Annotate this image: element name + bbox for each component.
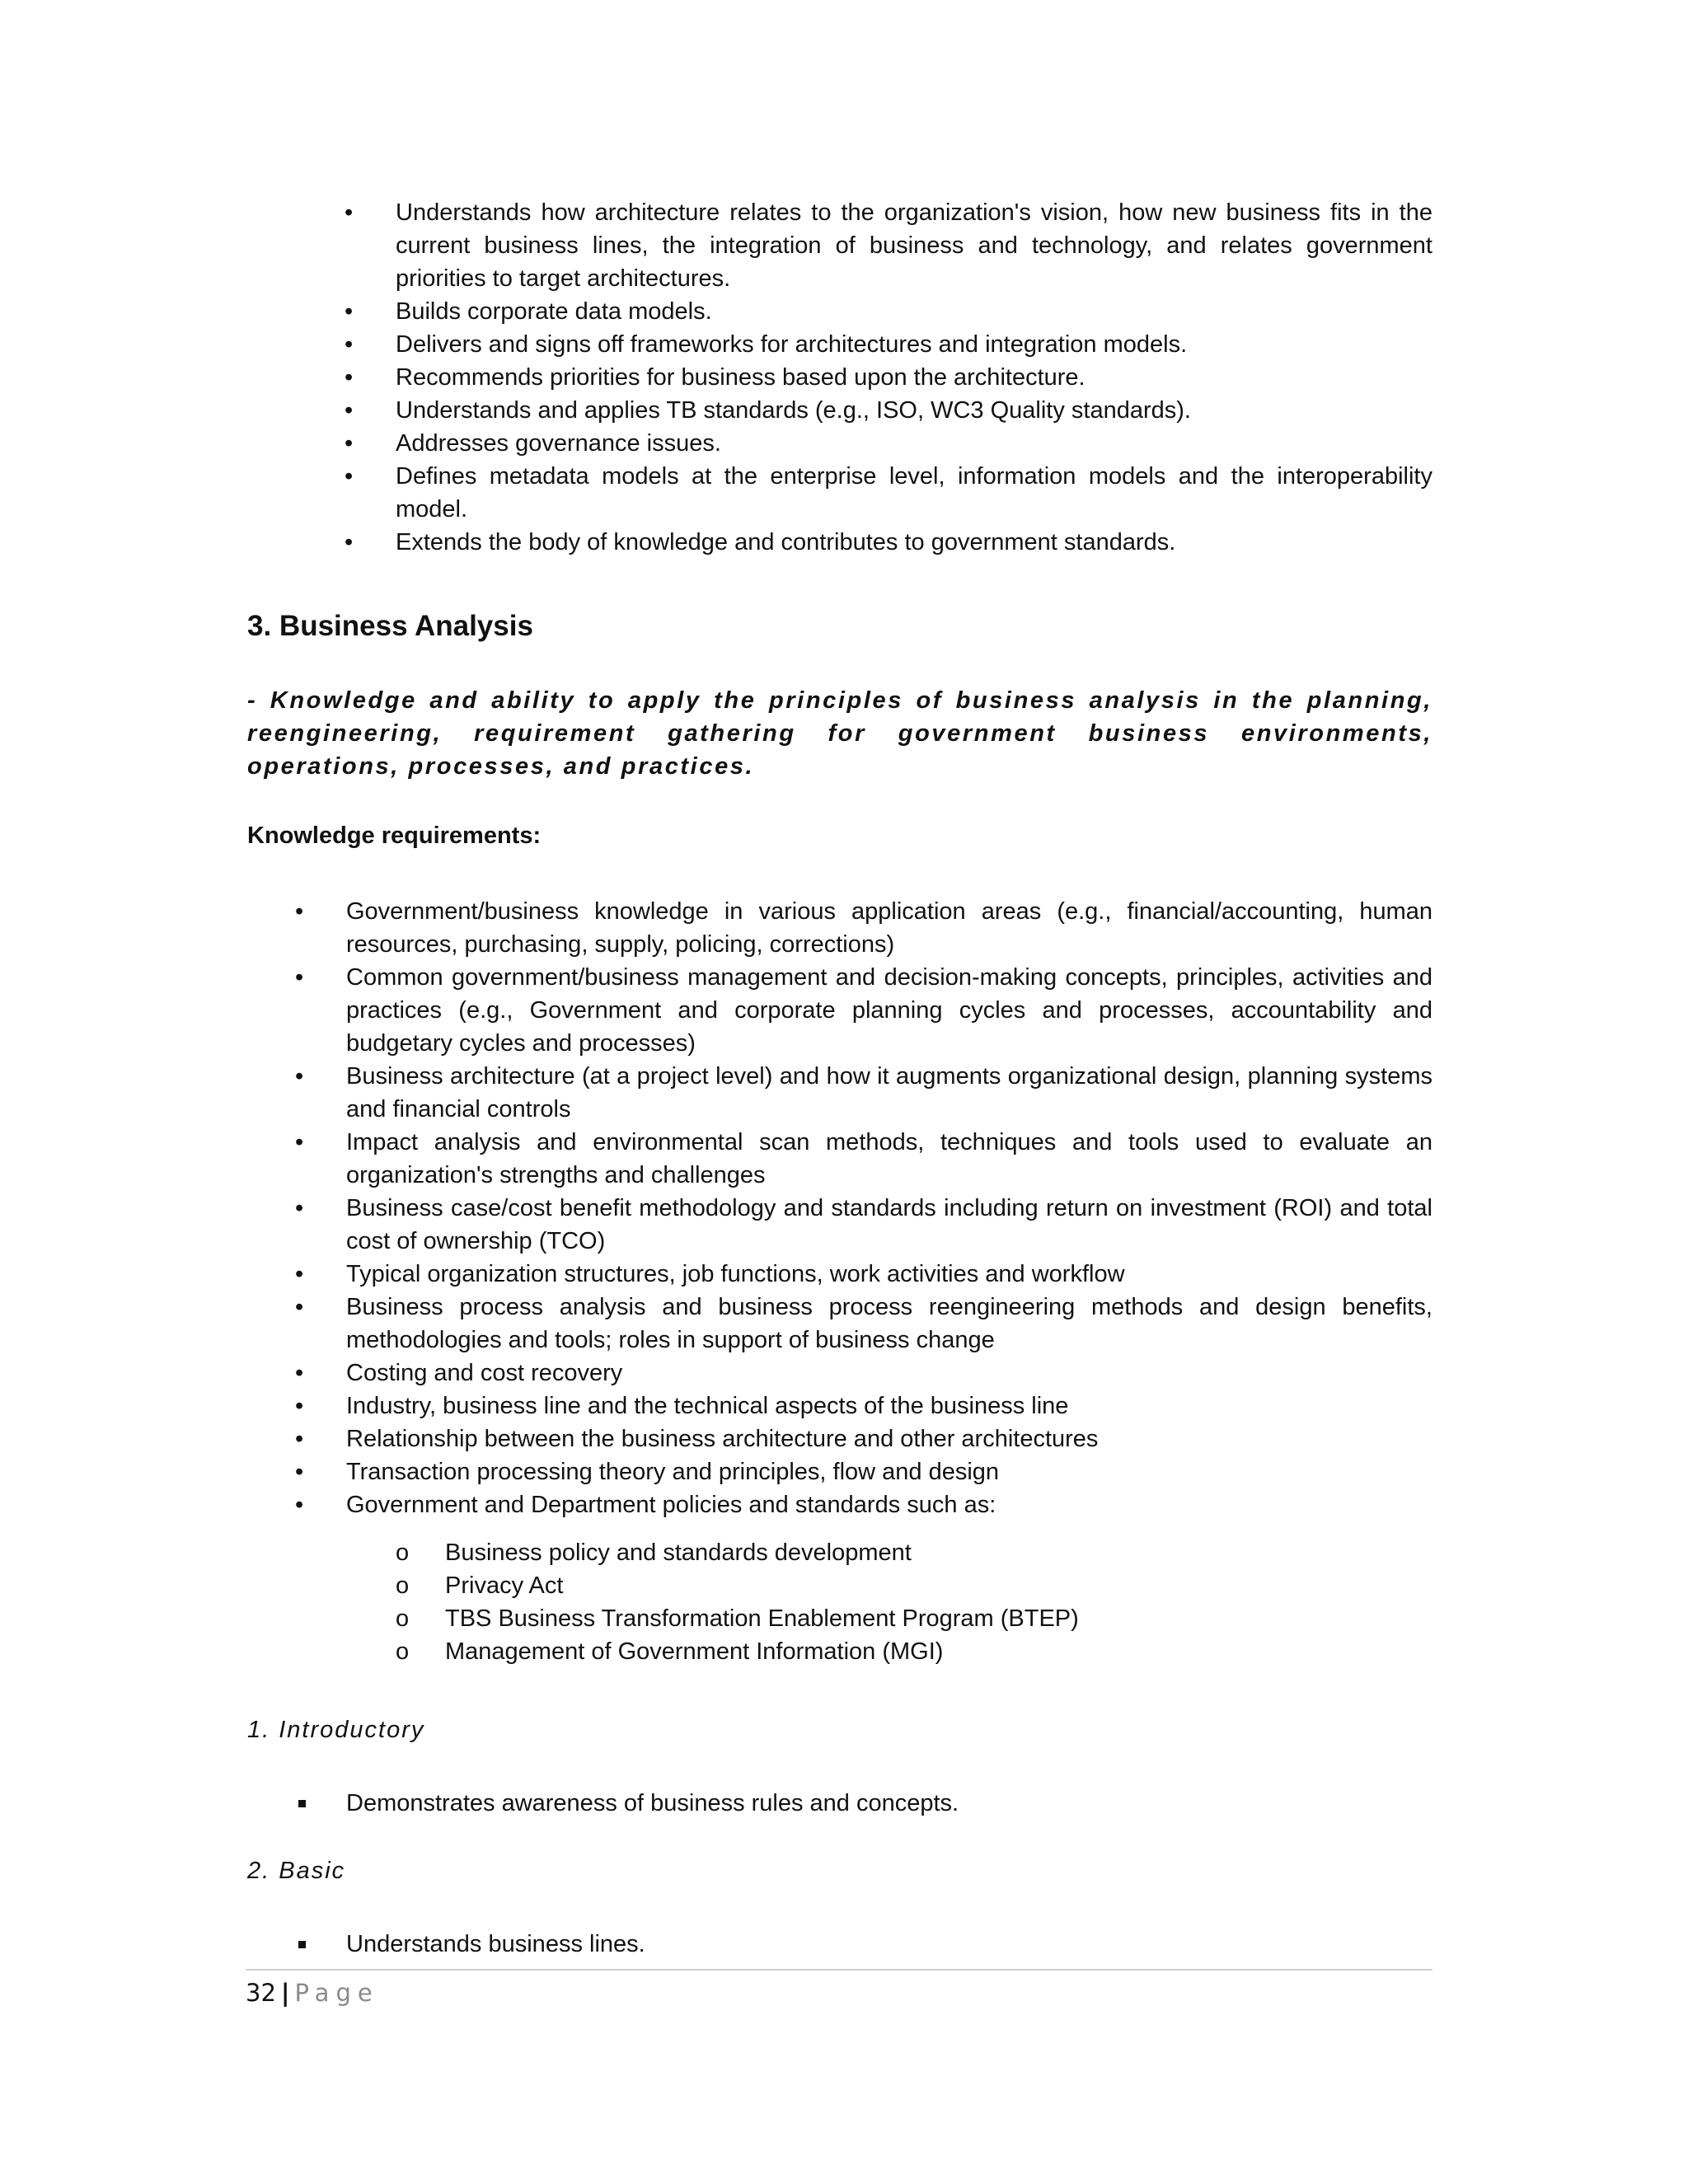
list-item <box>247 1258 1432 1291</box>
square-bullet-icon <box>298 1941 306 1948</box>
policy-sub-list <box>247 1536 1432 1668</box>
list-item <box>247 394 1432 427</box>
list-item <box>247 196 1432 295</box>
list-item-text: Understands how architecture relates to the organization's vision, how new business fits in the current business lines, the integration of business and technology, and relates government priorities to target architectures. <box>396 199 1432 292</box>
page-footer <box>246 1976 379 2009</box>
bullet-marker: • <box>295 1129 304 1155</box>
list-item <box>247 1291 1432 1357</box>
bullet-marker: • <box>295 1492 304 1518</box>
list-item-text: Relationship between the business architecture and other architectures <box>346 1426 1099 1452</box>
knowledge-requirements-heading: Knowledge requirements: <box>247 823 542 849</box>
list-item <box>247 1126 1432 1192</box>
sub-bullet-marker: o <box>396 1638 410 1665</box>
list-item <box>247 1455 1432 1488</box>
list-item-text: Understands and applies TB standards (e.g., ISO, WC3 Quality standards). <box>396 397 1191 424</box>
list-item <box>247 1422 1432 1455</box>
list-item <box>247 1192 1432 1258</box>
bullet-marker: • <box>345 430 354 457</box>
bullet-marker: • <box>345 397 354 424</box>
sub-bullet-marker: o <box>396 1605 410 1632</box>
level-title-basic: 2. Basic <box>247 1858 346 1884</box>
bullet-marker: • <box>295 1261 304 1287</box>
bullet-marker: • <box>345 463 354 490</box>
sub-list-item-text: Privacy Act <box>445 1572 564 1599</box>
list-item-text: Impact analysis and environmental scan methods, techniques and tools used to evaluate an organization's strengths and challenges <box>346 1129 1432 1188</box>
list-item-text: Defines metadata models at the enterprise level, information models and the interoperability model. <box>396 463 1432 523</box>
list-item <box>247 460 1432 526</box>
list-item <box>247 961 1432 1060</box>
bullet-marker: • <box>345 199 354 226</box>
level-item-text: Understands business lines. <box>346 1931 645 1957</box>
list-item-text: Delivers and signs off frameworks for architectures and integration models. <box>396 331 1188 358</box>
bullet-marker: • <box>345 529 354 555</box>
bullet-marker: • <box>295 898 304 925</box>
list-item-text: Business case/cost benefit methodology and standards including return on investment (ROI) and total cost of ownership (TCO) <box>346 1195 1432 1254</box>
list-item-text: Government and Department policies and standards such as: <box>346 1492 996 1518</box>
architecture-bullet-list <box>247 196 1432 559</box>
list-item-text: Addresses governance issues. <box>396 430 721 457</box>
square-bullet-icon <box>298 1800 306 1807</box>
list-item-text: Costing and cost recovery <box>346 1360 623 1386</box>
sub-list-item <box>247 1635 1432 1668</box>
sub-list-item <box>247 1536 1432 1569</box>
list-item <box>247 361 1432 394</box>
list-item-text: Business process analysis and business process reengineering methods and design benefits, methodologies and tools; roles in support of business change <box>346 1294 1432 1353</box>
bullet-marker: • <box>345 364 354 391</box>
list-item <box>247 526 1432 559</box>
footer-divider <box>246 1969 1432 1971</box>
footer-separator: | <box>280 1979 290 2007</box>
bullet-marker: • <box>345 298 354 325</box>
list-item <box>247 1488 1432 1521</box>
list-item <box>247 895 1432 961</box>
bullet-marker: • <box>295 1063 304 1090</box>
list-item <box>247 427 1432 460</box>
section-heading: 3. Business Analysis <box>247 610 533 642</box>
list-item-text: Recommends priorities for business based upon the architecture. <box>396 364 1085 391</box>
bullet-marker: • <box>295 1195 304 1221</box>
list-item <box>247 1060 1432 1126</box>
list-item-text: Transaction processing theory and principles, flow and design <box>346 1459 1000 1485</box>
bullet-marker: • <box>295 964 304 991</box>
sub-list-item-text: Business policy and standards development <box>445 1540 912 1566</box>
page-label: Page <box>294 1979 379 2007</box>
level-title-introductory: 1. Introductory <box>247 1717 425 1743</box>
list-item-text: Builds corporate data models. <box>396 298 712 325</box>
list-item-text: Government/business knowledge in various application areas (e.g., financial/accounting, human resources, purchasing, supply, policing, corrections) <box>346 898 1432 958</box>
list-item-text: Extends the body of knowledge and contributes to government standards. <box>396 529 1176 555</box>
bullet-marker: • <box>295 1294 304 1320</box>
bullet-marker: • <box>295 1426 304 1452</box>
bullet-marker: • <box>295 1360 304 1386</box>
list-item <box>247 328 1432 361</box>
page-number: 32 <box>246 1979 276 2007</box>
list-item-text: Industry, business line and the technical aspects of the business line <box>346 1393 1069 1419</box>
sub-list-item-text: Management of Government Information (MGI) <box>445 1638 944 1665</box>
level-item-text: Demonstrates awareness of business rules and concepts. <box>346 1790 959 1816</box>
sub-bullet-marker: o <box>396 1540 410 1566</box>
list-item <box>247 1390 1432 1422</box>
sub-list-item <box>247 1602 1432 1635</box>
knowledge-bullet-list <box>247 895 1432 1521</box>
list-item-text: Common government/business management and decision-making concepts, principles, activities and practices (e.g., Government and corporate planning cycles and processes, accountability and budgetary cycles and processes) <box>346 964 1432 1057</box>
list-item <box>247 295 1432 328</box>
sub-bullet-marker: o <box>396 1572 410 1599</box>
bullet-marker: • <box>295 1393 304 1419</box>
bullet-marker: • <box>345 331 354 358</box>
bullet-marker: • <box>295 1459 304 1485</box>
sub-list-item <box>247 1569 1432 1602</box>
list-item-text: Business architecture (at a project level) and how it augments organizational design, planning systems and financial controls <box>346 1063 1432 1122</box>
section-intro: - Knowledge and ability to apply the principles of business analysis in the planning, reengineering, requirement gathering for government business environments, operations, processes, and practices. <box>247 687 1432 780</box>
list-item-text: Typical organization structures, job functions, work activities and workflow <box>346 1261 1125 1287</box>
list-item <box>247 1357 1432 1390</box>
sub-list-item-text: TBS Business Transformation Enablement Program (BTEP) <box>445 1605 1079 1632</box>
